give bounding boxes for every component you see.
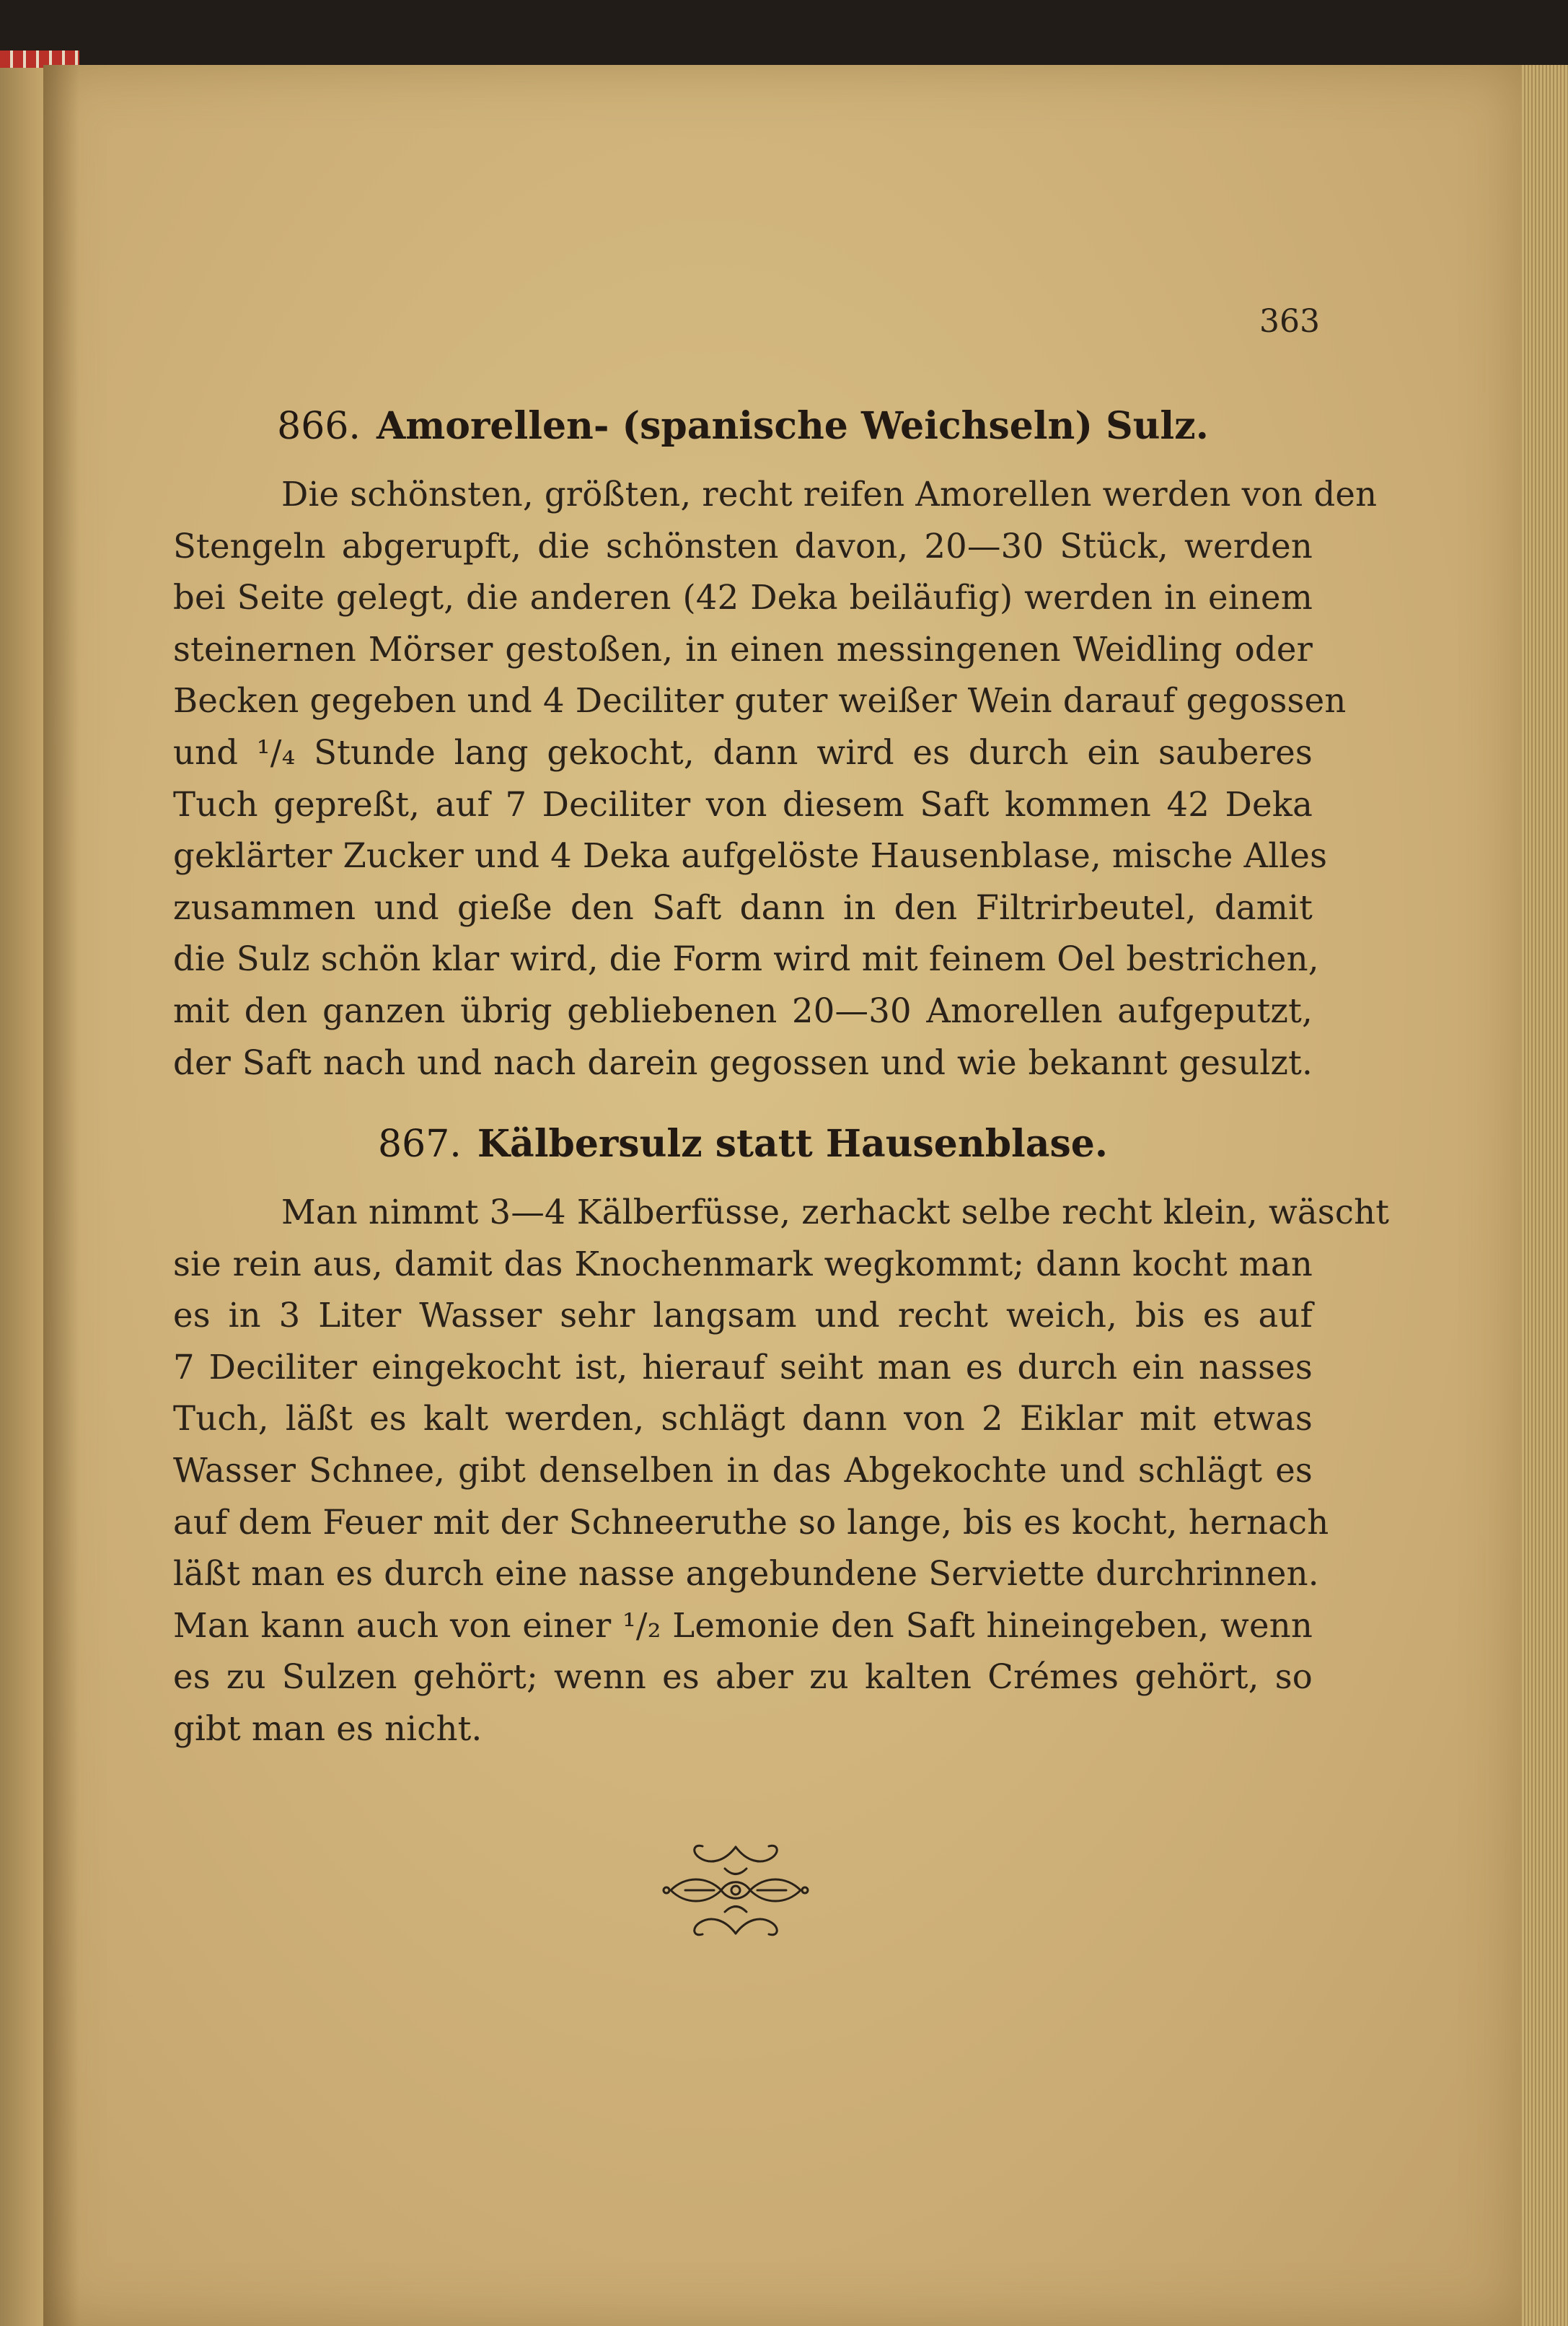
recipe-866-line: mit den ganzen übrig gebliebenen 20—30 Amorellen aufgeputzt, <box>173 991 1313 1030</box>
recipe-867-line: 7 Deciliter eingekocht ist, hierauf seiht man es durch ein nasses <box>173 1347 1313 1387</box>
recipe-867-line: gibt man es nicht. <box>173 1708 483 1748</box>
recipe-867-line: läßt man es durch eine nasse angebundene Serviette durchrinnen. <box>173 1554 1319 1594</box>
recipe-866-line: Stengeln abgerupft, die schönsten davon, 20—30 Stück, werden <box>173 526 1313 566</box>
recipe-867-line: Man kann auch von einer ¹/₂ Lemonie den Saft hineingeben, wenn <box>173 1605 1313 1645</box>
scan-background-top <box>0 0 1568 65</box>
recipe-867-body <box>173 1187 1390 1755</box>
recipe-866-line: Becken gegeben und 4 Deciliter guter weißer Wein darauf gegossen <box>173 681 1347 721</box>
recipe-867-line: Wasser Schnee, gibt denselben in das Abgekochte und schlägt es <box>173 1450 1313 1490</box>
recipe-866-line: bei Seite gelegt, die anderen (42 Deka beiläufig) werden in einem <box>173 578 1313 618</box>
recipe-866-line: zusammen und gieße den Saft dann in den Filtrirbeutel, damit <box>173 887 1313 927</box>
recipe-867-line: auf dem Feuer mit der Schneeruthe so lange, bis es kocht, hernach <box>173 1502 1329 1542</box>
recipe-867-line: sie rein aus, damit das Knochenmark wegkommt; dann kocht man <box>173 1244 1313 1283</box>
page-edges-stack <box>1522 65 1568 2326</box>
recipe-867-title: Kälbersulz statt Hausenblase. <box>477 1122 1108 1166</box>
recipe-866-title: Amorellen- (spanische Weichseln) Sulz. <box>376 404 1209 448</box>
recipe-866-line: Tuch gepreßt, auf 7 Deciliter von diesem Saft kommen 42 Deka <box>173 784 1313 824</box>
left-page-edge <box>0 51 48 2326</box>
recipe-866-line: die Sulz schön klar wird, die Form wird mit feinem Oel bestrichen, <box>173 939 1319 979</box>
recipe-867-line: es zu Sulzen gehört; wenn es aber zu kalten Crémes gehört, so <box>173 1657 1313 1697</box>
recipe-867-line: Man nimmt 3—4 Kälberfüsse, zerhackt selbe recht klein, wäscht <box>281 1193 1390 1232</box>
recipe-866-line: der Saft nach und nach darein gegossen und wie bekannt gesulzt. <box>173 1043 1313 1082</box>
recipe-867-number: 867. <box>378 1123 462 1166</box>
recipe-866-heading <box>173 404 1313 448</box>
recipe-867-heading <box>173 1122 1313 1166</box>
recipe-866-line: Die schönsten, größten, recht reifen Amorellen werden von den <box>281 475 1378 514</box>
recipe-866-line: steinernen Mörser gestoßen, in einen messingenen Weidling oder <box>173 629 1313 669</box>
gutter-shadow <box>43 65 79 2326</box>
recipe-867-line: Tuch, läßt es kalt werden, schlägt dann von 2 Eiklar mit etwas <box>173 1399 1313 1439</box>
recipe-866-line: und ¹/₄ Stunde lang gekocht, dann wird es durch ein sauberes <box>173 732 1313 772</box>
recipe-866-body <box>173 469 1378 1089</box>
recipe-866-number: 866. <box>277 405 361 448</box>
ornament-icon <box>656 1836 815 1944</box>
recipe-866-line: geklärter Zucker und 4 Deka aufgelöste Hausenblase, mische Alles <box>173 836 1328 876</box>
recipe-867-line: es in 3 Liter Wasser sehr langsam und recht weich, bis es auf <box>173 1296 1313 1335</box>
page-number: 363 <box>1259 303 1320 340</box>
